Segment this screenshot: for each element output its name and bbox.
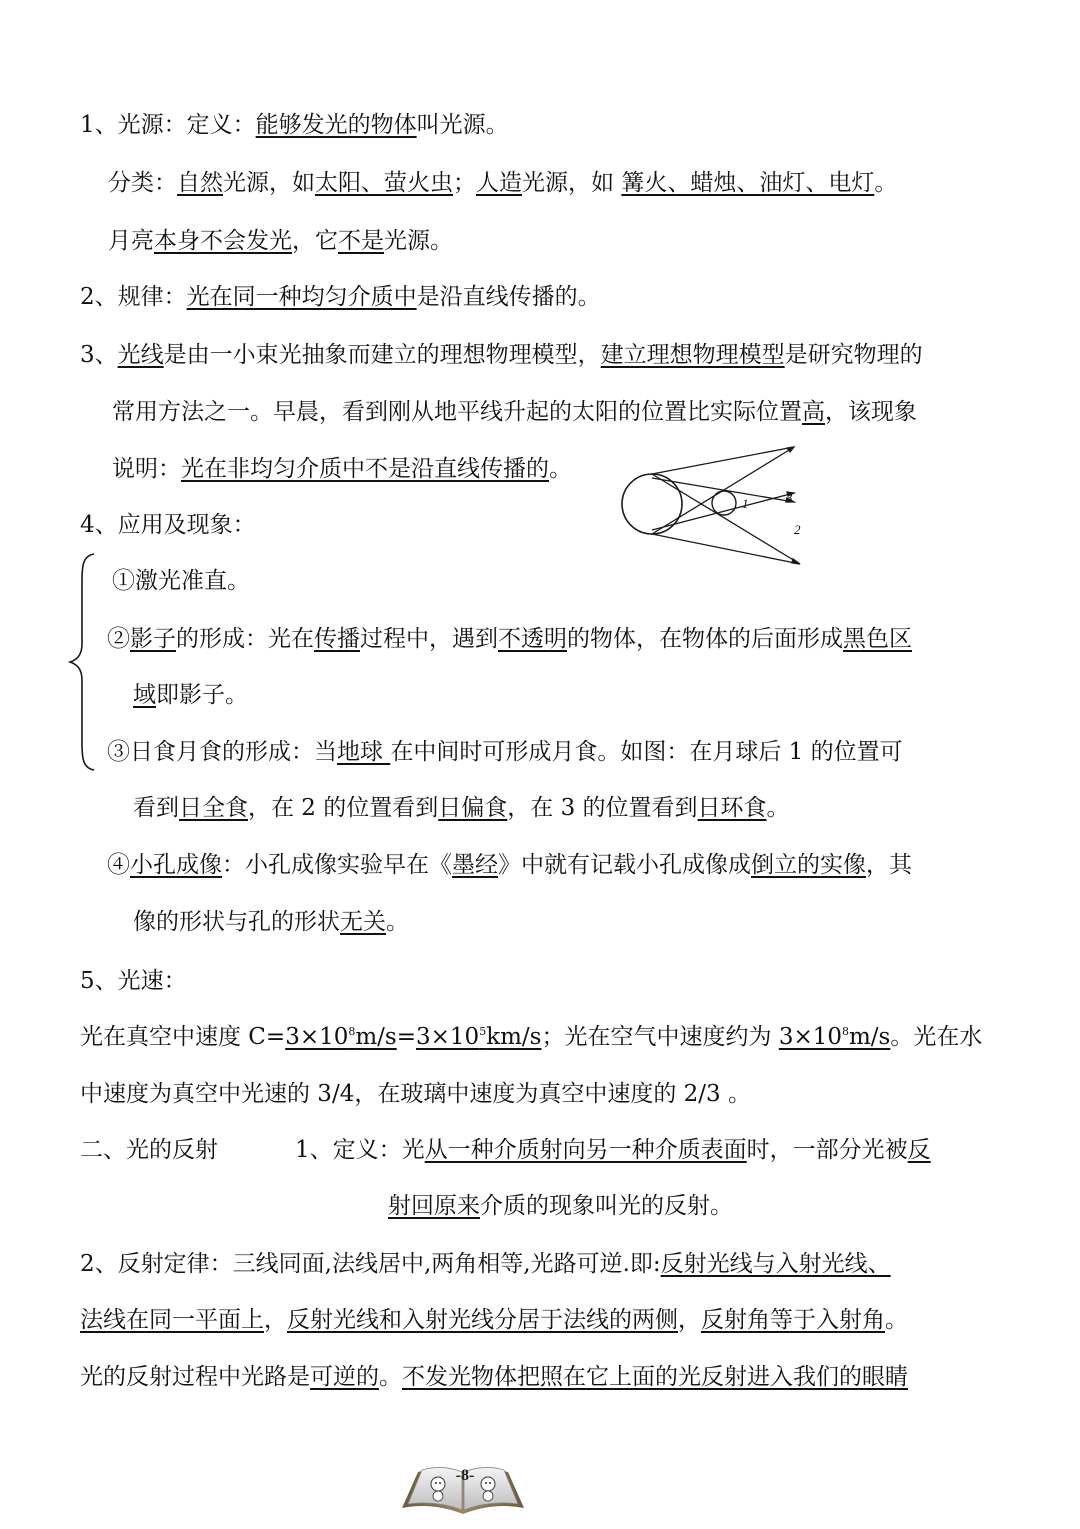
line-4d1: ④小孔成像：小孔成像实验早在《墨经》中就有记载小孔成像成倒立的实像，其 bbox=[107, 852, 912, 878]
line-7c: 光的反射过程中光路是可逆的。不发光物体把照在它上面的光反射进入我们的眼睛 bbox=[80, 1364, 908, 1390]
line-2: 2、规律：光在同一种均匀介质中是沿直线传播的。 bbox=[80, 284, 601, 310]
label-1: 1 bbox=[742, 496, 749, 511]
line-3c: 说明：光在非均匀介质中不是沿直线传播的。 bbox=[112, 456, 572, 482]
line-5a: 光在真空中速度 $C=3\times 10^8m/s=3\times 10^5km/s$；光在空气中速度约为 $3\times 10^8m/s$。光在水 bbox=[80, 1024, 983, 1050]
line-4b1: ②影子的形成：光在传播过程中，遇到不透明的物体，在物体的后面形成黑色区 bbox=[107, 626, 912, 652]
ray-lines bbox=[652, 447, 800, 564]
line-1-classification: 分类：自然光源，如太阳、萤火虫；人造光源，如 篝火、蜡烛、油灯、电灯。 bbox=[108, 170, 898, 196]
label-3: 3 bbox=[786, 490, 793, 505]
line-1-moon: 月亮本身不会发光，它不是光源。 bbox=[108, 228, 453, 254]
label-2: 2 bbox=[794, 522, 801, 537]
line-7b: 法线在同一平面上，反射光线和入射光线分居于法线的两侧，反射角等于入射角。 bbox=[80, 1307, 908, 1333]
line-4b2: 域即影子。 bbox=[133, 682, 248, 708]
line-4c1: ③日食月食的形成：当地球 在中间时可形成月食。如图：在月球后 1 的位置可 bbox=[107, 739, 903, 765]
line-4a: ①激光准直。 bbox=[112, 568, 250, 594]
page-number: -8- bbox=[455, 1467, 475, 1484]
line-6a: 1、定义：光从一种介质射向另一种介质表面时，一部分光被反 bbox=[295, 1137, 931, 1163]
eclipse-diagram bbox=[618, 442, 808, 572]
line-6a-heading: 二、光的反射 bbox=[80, 1137, 218, 1163]
line-4d2: 像的形状与孔的形状无关。 bbox=[133, 909, 409, 935]
line-7a: 2、反射定律：三线同面,法线居中,两角相等,光路可逆.即:反射光线与入射光线、 bbox=[80, 1251, 891, 1277]
line-3a: 3、光线是由一小束光抽象而建立的理想物理模型，建立理想物理模型是研究物理的 bbox=[80, 342, 923, 368]
line-5b: 中速度为真空中光速的 3/4，在玻璃中速度为真空中速度的 2/3 。 bbox=[80, 1081, 751, 1107]
cartoon-left-icon bbox=[431, 1477, 445, 1501]
line-3b: 常用方法之一。早晨，看到刚从地平线升起的太阳的位置比实际位置高，该现象 bbox=[112, 399, 917, 425]
line-6b: 射回原来介质的现象叫光的反射。 bbox=[388, 1193, 733, 1219]
curly-brace bbox=[68, 552, 98, 772]
line-1: 1、光源：定义：能够发光的物体叫光源。 bbox=[80, 112, 509, 138]
line-4c2: 看到日全食，在 2 的位置看到日偏食，在 3 的位置看到日环食。 bbox=[133, 795, 790, 821]
line-5: 5、光速： bbox=[80, 968, 187, 994]
line-4: 4、应用及现象： bbox=[80, 512, 256, 538]
